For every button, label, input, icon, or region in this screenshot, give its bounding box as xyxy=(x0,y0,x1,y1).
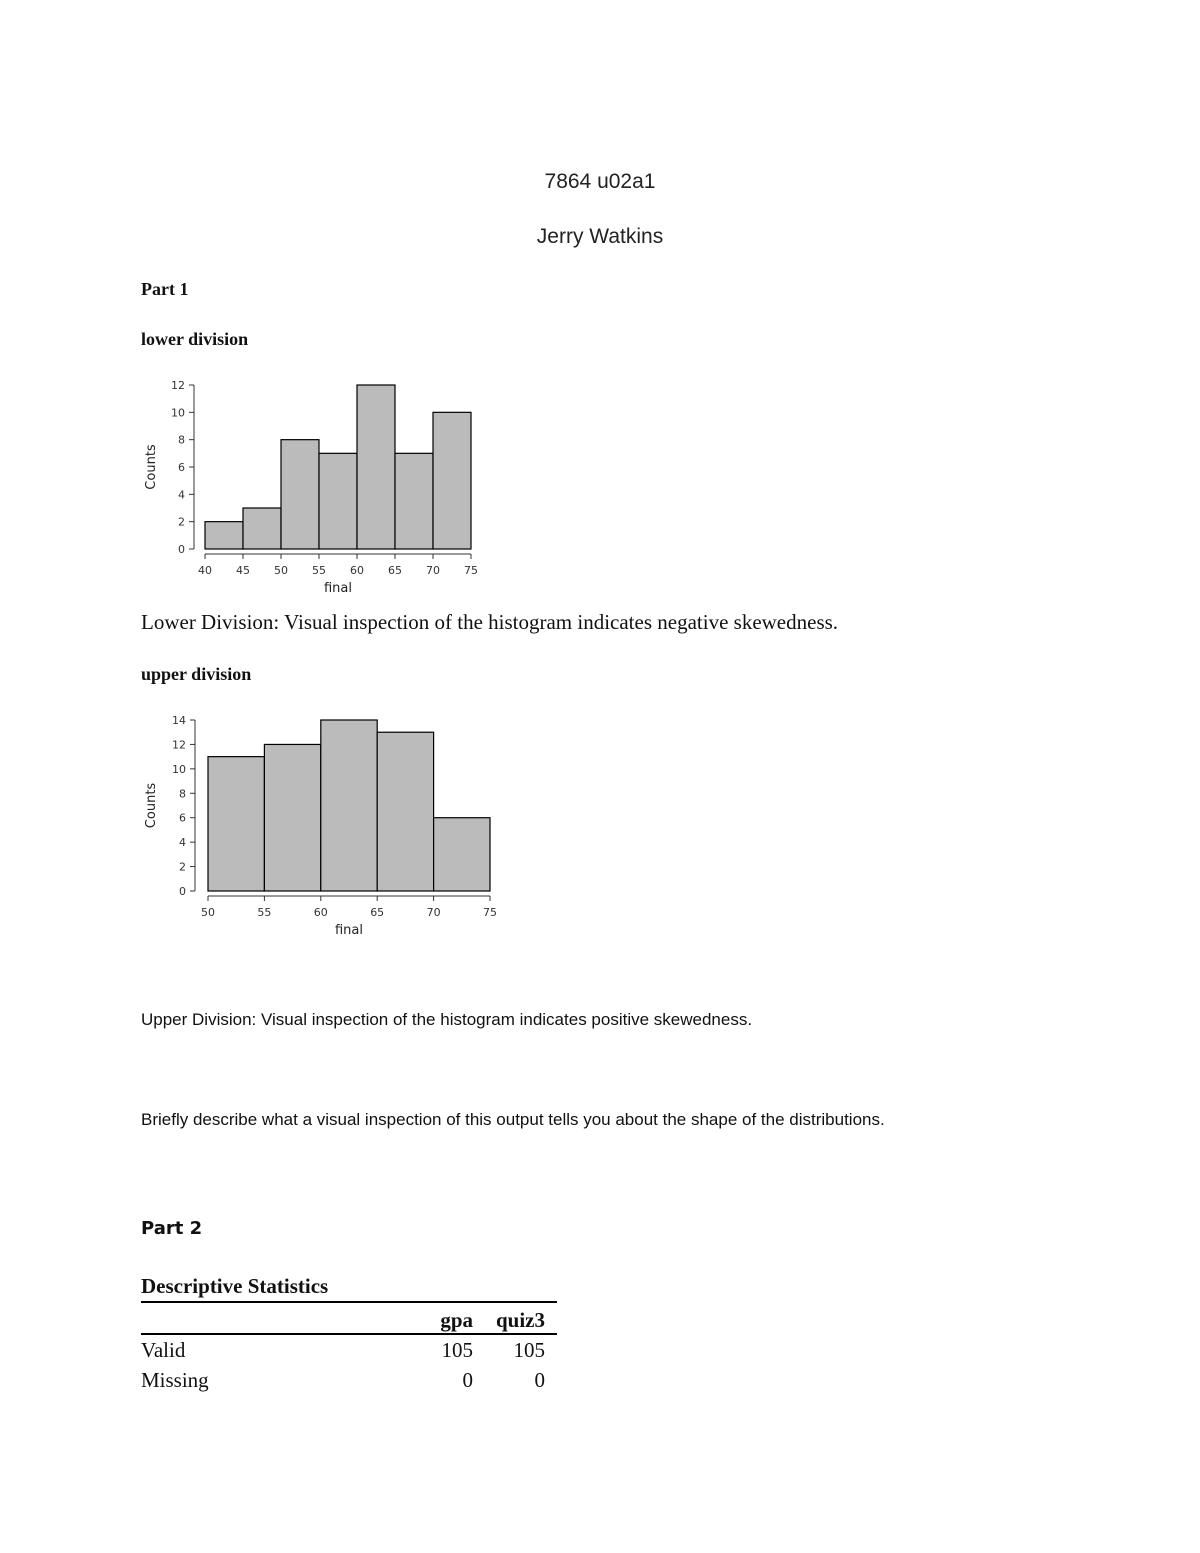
histogram-bar xyxy=(281,440,319,549)
stats-col-quiz3: quiz3 xyxy=(485,1305,557,1334)
descriptive-statistics-table xyxy=(141,1305,557,1395)
histogram-bar xyxy=(321,720,377,891)
row-label: Missing xyxy=(141,1367,209,1392)
row-label: Valid xyxy=(141,1337,186,1362)
y-tick-label: 8 xyxy=(178,433,185,447)
lower-division-caption: Lower Division: Visual inspection of the histogram indicates negative skewedness. xyxy=(141,610,839,634)
x-tick-label: 75 xyxy=(464,564,478,577)
question-text: Briefly describe what a visual inspection of this output tells you about the shape of the distributions. xyxy=(141,1110,885,1129)
y-tick-label: 0 xyxy=(179,885,186,898)
x-tick-label: 70 xyxy=(426,906,441,919)
x-tick-label: 40 xyxy=(198,564,212,577)
y-axis-title: Counts xyxy=(144,444,159,490)
histogram-bar xyxy=(208,757,264,891)
x-tick-label: 50 xyxy=(201,906,215,919)
cell-value: 105 xyxy=(513,1337,545,1362)
document-code: 7864 u02a1 xyxy=(544,170,656,193)
document-author: Jerry Watkins xyxy=(536,225,664,248)
histogram-bar xyxy=(377,732,433,891)
x-axis-title: final xyxy=(323,581,353,596)
histogram-bar xyxy=(243,508,281,549)
x-tick-label: 65 xyxy=(388,564,402,577)
table-row xyxy=(141,1334,557,1365)
histogram-bar xyxy=(357,385,395,549)
histogram-bar xyxy=(319,453,357,549)
y-axis-title: Counts xyxy=(144,782,159,829)
y-tick-label: 10 xyxy=(171,406,185,420)
x-tick-label: 50 xyxy=(274,564,288,577)
stats-top-rule xyxy=(141,1301,557,1303)
cell-value: 0 xyxy=(534,1367,545,1392)
y-tick-label: 6 xyxy=(179,811,186,825)
histogram-bar xyxy=(264,744,320,891)
stats-title: Descriptive Statistics xyxy=(141,1274,329,1298)
y-tick-label: 6 xyxy=(178,461,185,474)
x-tick-label: 45 xyxy=(236,564,250,577)
cell-value: 105 xyxy=(441,1337,473,1362)
lower-division-label: lower division xyxy=(141,329,249,349)
part2-heading: Part 2 xyxy=(141,1218,203,1239)
x-tick-label: 55 xyxy=(257,906,272,919)
table-row xyxy=(141,1365,557,1395)
lower-division-histogram xyxy=(138,374,488,606)
x-tick-label: 55 xyxy=(312,564,326,577)
y-tick-label: 14 xyxy=(172,714,186,727)
y-tick-label: 4 xyxy=(178,488,185,502)
y-tick-label: 2 xyxy=(179,860,186,874)
upper-division-label: upper division xyxy=(141,664,252,684)
part1-heading: Part 1 xyxy=(141,279,189,299)
histogram-bar xyxy=(205,522,243,549)
histogram-bar xyxy=(433,412,471,549)
y-tick-label: 4 xyxy=(179,836,186,850)
histogram-bar xyxy=(434,818,490,891)
x-tick-label: 75 xyxy=(483,906,497,919)
x-tick-label: 60 xyxy=(350,564,364,577)
stats-header-blank xyxy=(141,1305,413,1334)
stats-col-gpa: gpa xyxy=(413,1305,485,1334)
y-tick-label: 12 xyxy=(172,738,186,752)
upper-division-histogram xyxy=(138,708,508,954)
y-tick-label: 8 xyxy=(179,787,186,801)
y-tick-label: 12 xyxy=(171,379,185,392)
x-axis-title: final xyxy=(334,923,364,938)
y-tick-label: 10 xyxy=(172,762,186,776)
histogram-bar xyxy=(395,453,433,549)
upper-division-caption: Upper Division: Visual inspection of the histogram indicates positive skewedness. xyxy=(141,1010,753,1029)
cell-value: 0 xyxy=(462,1367,473,1392)
x-tick-label: 65 xyxy=(370,906,385,919)
x-tick-label: 70 xyxy=(426,564,440,577)
y-tick-label: 2 xyxy=(178,515,185,529)
y-tick-label: 0 xyxy=(178,543,185,556)
x-tick-label: 60 xyxy=(313,906,328,919)
